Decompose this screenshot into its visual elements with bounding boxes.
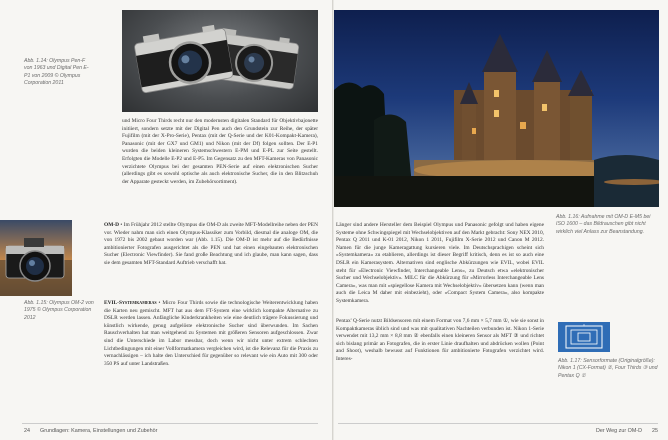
footer-rule-right bbox=[338, 423, 658, 424]
running-head-right: Der Weg zur OM-D bbox=[595, 428, 642, 434]
caption-cameras: Abb. 1.14: Olympus Pen-F von 1963 und Digital Pen E-P1 von 2009 © Olympus Corporation 2011 bbox=[24, 58, 89, 87]
page-number-left: 24 bbox=[24, 428, 30, 434]
right-col-2: Pentax' Q-Serie nutzt Bildsensoren mit einem Format von 7,6 mm × 5,7 mm ①, wie sie sonst in Kompaktkameras üblich sind und was mit qualitativen Nachteilen verbunden ist. Nikon 1-Serie verwendet mit 13,2 mm × 8,8 mm ② ebenfalls einen kleineren Sensor als MFT ③ und richtet sich bislang primär an Fotografen, die in erster Linie draufhalten und abdrücken wollen (Point and Shoot), weshalb bewusst auf Funktionen für ambitionierte Fotografen verzichtet wird. Interes- bbox=[336, 318, 544, 362]
photo-castle-night bbox=[334, 10, 659, 207]
right-col-1: Länger sind andere Hersteller dem Beispiel Olympus und Panasonic gefolgt und haben eigene Systeme ohne Schwingspiegel mit Wechselobjektiven auf den Markt gebracht: Sony NEX 2010, Pentax Q 2011 und K-01 2012, Nikon 1 2011, Fujifilm X-Serie 2012 und Canon M 2012. Namen für die junge Kameragattung kursieren viele. Im Deutschsprachigen scheint sich »Systemkamera« zu etablieren, allerdings ist dieser Begriff kritisch, denn es ist so auch eine DSLR ein Kamerasystem. Alternativen sind englische Abkürzungen wie EVIL, wobei EVIL steht für »Electronic Viewfinder, Interchangeable Lens«, zu Deutsch etwa »elektronischer Sucher und Wechselobjektiv«. MILC für die Abkürzung für »Mirrorless Interchangeable Lens Camera«, was man mit »spiegellose Kamera mit Wechselobjektiv« übersetzen kann (wenn man auch die Leica M daher mit einbezieht), oder »Compact System Camera«, also kompakte Systemkamera. bbox=[336, 222, 544, 304]
intro-paragraph: und Micro Four Thirds recht nur den modernsten digitalen Standard für Objektivbajonette initiiert, sondern setzte mit der Digital Pen auch den Grundstein zur Reihe, der später Fujifilm (mit der X-Pro-Serie), Pentax (mit der Q-Serie und der K01-Kompakt-Kamera), Panasonic (mit der GX7 und GM1) und Nikon (mit der Df) folgen sollten. Der E-P1 wurden die beiden kleineren Systemschwestern E-PM und E-PL zur Seite gestellt. Erfolgten die Modelle E-P2 und E-P5. Im Gegensatz zu den MFT-Kameras von Panasonic verzichtete Olympus bei der gesamten PEN-Serie auf einen elektronischen Sucher (allerdings gibt es sowohl optische als auch elektronische Sucher, die in den Blitzschuh der Apparate gesteckt werden, im Zubehörsortiment). bbox=[122, 118, 318, 185]
running-head-left: Grundlagen: Kamera, Einstellungen und Zubehör bbox=[40, 428, 158, 434]
evil-paragraph bbox=[104, 300, 318, 368]
caption-sensor: Abb. 1.17: Sensorformate (Originalgröße): Nikon 1 (CX-Format) ②, Four Thirds ③ und Pentax Q ① bbox=[558, 358, 658, 379]
om-d-paragraph bbox=[104, 222, 318, 268]
om-d-body: • Im Frühjahr 2012 stellte Olympus die OM-D als zweite MFT-Modellreihe neben der PEN vor. Wieder nahm man sich einen Olympus-Klassiker zum Vorbild, diesmal die analoge OM, die von 1972 bis 2002 gebaut worden war (Abb. 1.15). Die OM-D ist mehr auf die Bedürfnisse ambitionierter Fotografen ausgerichtet als die PEN und hat einen eingebauten elektronischen Sucher (Electronic Viewfinder). Sie fand große Beachtung und ich glaube, man kann sagen, dass sie dem gesamten MFT-Standard Auftrieb verschafft hat. bbox=[104, 222, 318, 266]
right-page bbox=[334, 0, 668, 440]
caption-castle: Abb. 1.16: Aufnahme mit OM-D E-M5 bei ISO 1600 – das Bildrauschen gibt nicht wirklich viel Anlass zur Beanstandung. bbox=[556, 214, 651, 235]
photo-olympus-pen bbox=[122, 10, 318, 112]
evil-heading: EVIL-Systemkameras bbox=[104, 300, 157, 306]
page-number-right: 25 bbox=[652, 428, 658, 434]
caption-om2: Abb. 1.15: Olympus OM-2 von 1975 © Olympus Corporation 2012 bbox=[24, 300, 94, 321]
footer-rule-left bbox=[22, 423, 318, 424]
sensor-format-diagram bbox=[558, 322, 610, 352]
om-d-heading: OM-D bbox=[104, 222, 119, 228]
evil-body: • Micro Four Thirds sowie die technologische Weiterentwicklung haben die Karten neu gemischt. MFT hat aus dem FT-System eine wirklich kompakte Alternative zu DSLR werden lassen. Anfängliche Kinderkrankheiten wie eine deutlich trägere Fokussierung und künstlich wirkende, genug aufgelöste elektronische Sucher sind überwunden. Im Sachen Rauschverhalten hat man weitgehend zu Systemen mit größeren Sensoren aufgeschlossen. Zwar sind die Unterschiede im Labor messbar, doch wenn wir nicht unter extrem schlechten Lichtbedingungen mit einer Vollformatkamera vergleichen wird, ist die Relevanz für die Praxis zu vernachlässigen – ich halte den Unterschied für gegenüber so relevant wie ein Auto mit 300 oder 350 PS auf unter Landstraßen. bbox=[104, 300, 318, 367]
photo-olympus-om2 bbox=[0, 220, 72, 296]
left-page bbox=[0, 0, 333, 440]
